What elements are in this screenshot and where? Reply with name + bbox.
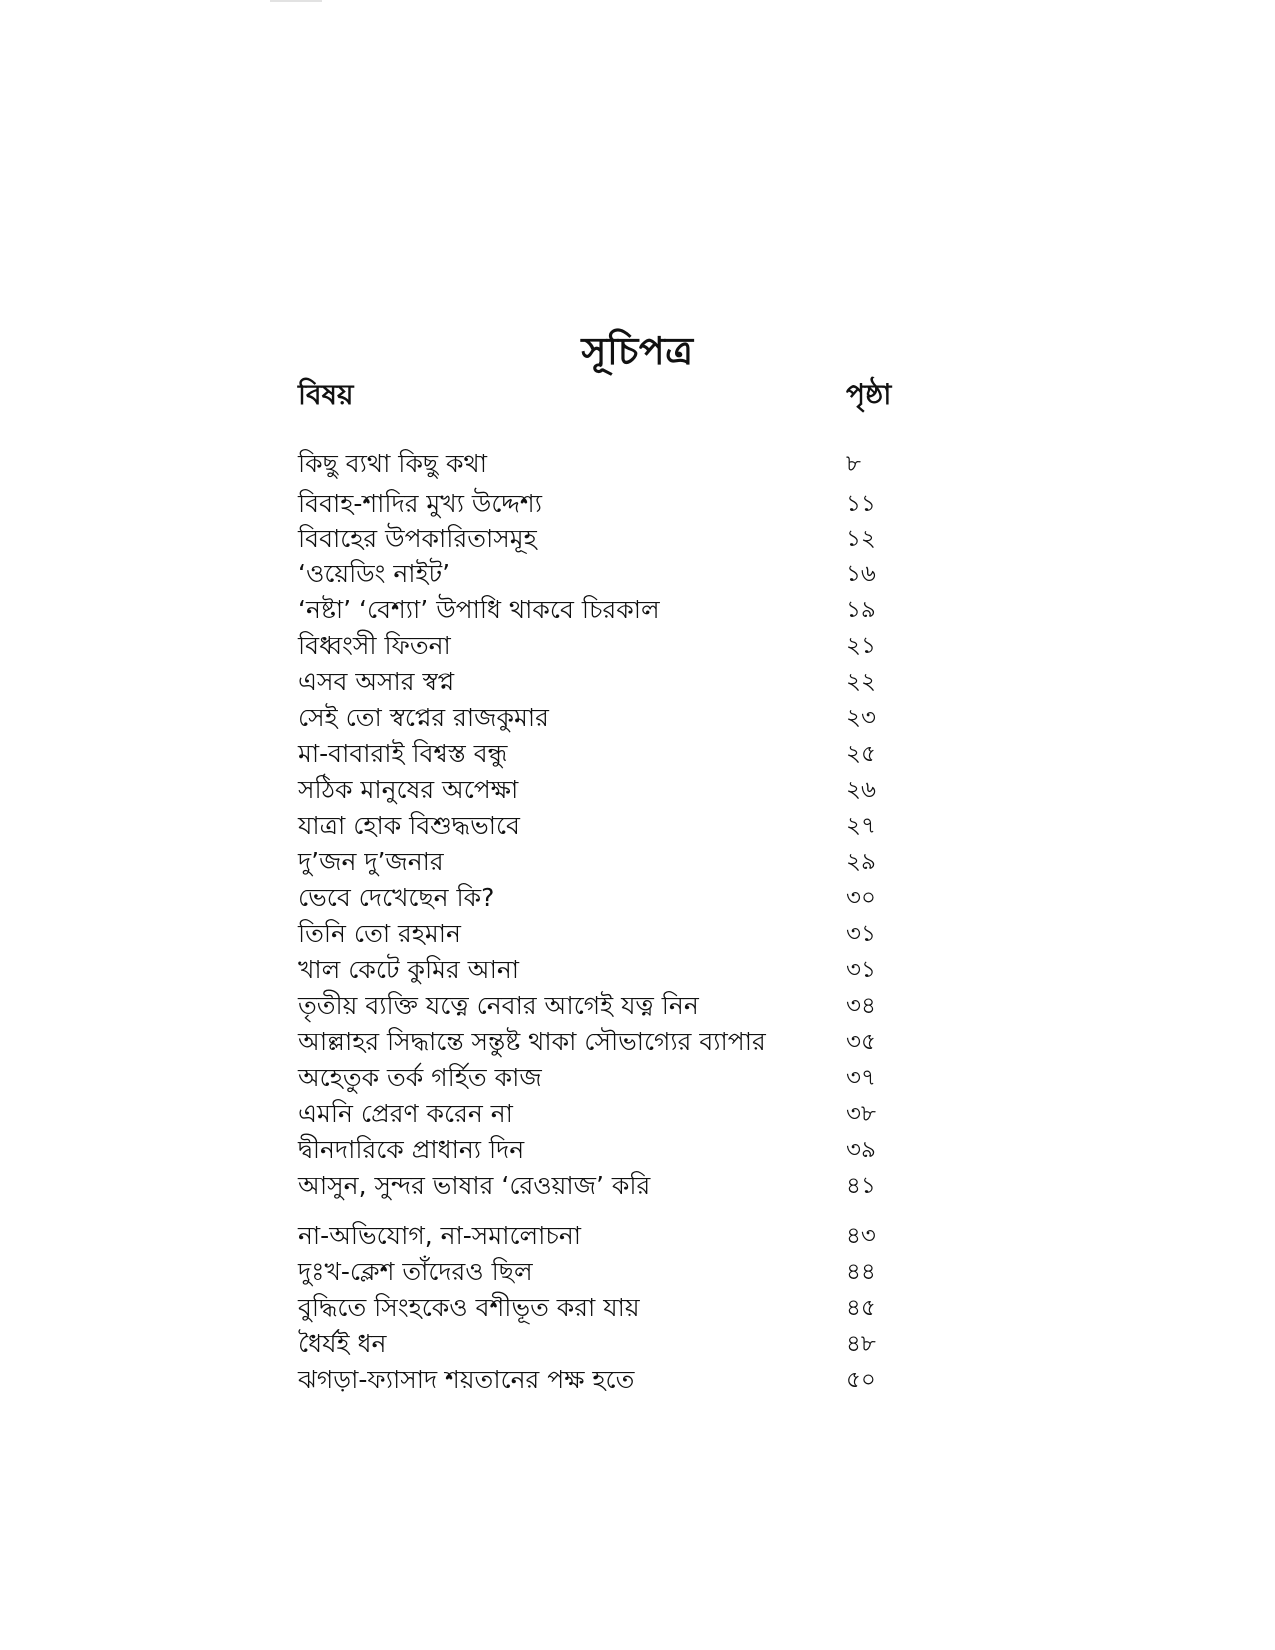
toc-entry-title: খাল কেটে কুমির আনা [298,955,520,984]
toc-entry-title: আল্লাহর সিদ্ধান্তে সন্তুষ্ট থাকা সৌভাগ্যের ব্যাপার [298,1027,766,1056]
toc-entry-title: আসুন, সুন্দর ভাষার ‘রেওয়াজ’ করি [298,1171,651,1200]
toc-entry-page: ২৯ [846,849,876,875]
toc-entry-title: তৃতীয় ব্যক্তি যত্নে নেবার আগেই যত্ন নিন [298,991,699,1020]
toc-entry [298,988,918,1024]
toc-entry [298,880,918,916]
toc-entry [298,1326,918,1362]
toc-entry-page: ১৬ [846,561,876,587]
toc-entry-page: ৪৩ [846,1223,876,1249]
toc-entry-title: ধৈর্যই ধন [298,1329,387,1358]
toc-entry-title: ‘ওয়েডিং নাইট’ [298,559,451,588]
scan-mark [270,0,322,2]
toc-entry-title: ‘নষ্টা’ ‘বেশ্যা’ উপাধি থাকবে চিরকাল [298,595,660,624]
toc-entry-title: দ্বীনদারিকে প্রাধান্য দিন [298,1135,525,1164]
toc-entry [298,1096,918,1132]
toc-entry-page: ৪৫ [846,1295,876,1321]
toc-entry-page: ৩৭ [846,1065,876,1091]
toc-entry-title: বিধ্বংসী ফিতনা [298,631,451,660]
toc-entry [298,628,918,664]
toc-entry [298,952,918,988]
toc-entry [298,1132,918,1168]
toc-entry-title: দুঃখ-ক্লেশ তাঁদেরও ছিল [298,1257,533,1286]
toc-entry [298,521,918,557]
toc-entry-page: ২৩ [846,705,876,731]
toc-entry-title: ভেবে দেখেছেন কি? [298,883,495,912]
toc-entry-title: এমনি প্রেরণ করেন না [298,1099,513,1128]
toc-entry-title: সঠিক মানুষের অপেক্ষা [298,775,519,804]
toc-entry-page: ২১ [846,633,876,659]
toc-entry [298,700,918,736]
toc-entry [298,736,918,772]
toc-entry [298,1254,918,1290]
toc-entry-page: ৫০ [846,1367,876,1393]
toc-entry [298,1362,918,1398]
toc-entry [298,486,918,522]
toc-entry [298,664,918,700]
toc-entry-title: দু’জন দু’জনার [298,847,444,876]
toc-entry-page: ৪৪ [846,1259,876,1285]
toc-entry [298,1060,918,1096]
toc-entry [298,916,918,952]
toc-entry-page: ১১ [846,491,876,517]
toc-entry-title: ঝগড়া-ফ্যাসাদ শয়তানের পক্ষ হতে [298,1365,635,1394]
toc-entry [298,1290,918,1326]
toc-entry [298,772,918,808]
toc-entry-page: ১২ [846,526,876,552]
toc-entry-page: ৮ [846,451,861,477]
toc-entry-page: ৩৪ [846,993,876,1019]
toc-entry-title: কিছু ব্যথা কিছু কথা [298,449,487,478]
toc-entry-page: ২৭ [846,813,876,839]
toc-entry-title: যাত্রা হোক বিশুদ্ধভাবে [298,811,520,840]
toc-entry-page: ৩৯ [846,1137,876,1163]
toc-entry-page: ৩৮ [846,1101,876,1127]
toc-entry-title: এসব অসার স্বপ্ন [298,667,455,696]
toc-entry [298,1024,918,1060]
toc-entry-title: অহেতুক তর্ক গর্হিত কাজ [298,1063,542,1092]
toc-entry [298,808,918,844]
toc-entry [298,446,918,482]
toc-entry-title: বিবাহ-শাদির মুখ্য উদ্দেশ্য [298,489,542,518]
toc-entry-title: বিবাহের উপকারিতাসমূহ [298,524,537,553]
toc-entry [298,844,918,880]
toc-entry-page: ৩১ [846,957,876,983]
toc-entry [298,1168,918,1204]
toc-entry-page: ২৬ [846,777,876,803]
toc-entry-page: ২২ [846,669,876,695]
page-title: সূচিপত্র [581,329,694,373]
toc-entry-page: ৩০ [846,885,876,911]
column-header-subject: বিষয় [298,378,354,411]
toc-entry-title: মা-বাবারাই বিশ্বস্ত বন্ধু [298,739,508,768]
toc-entry [298,556,918,592]
toc-entry-title: সেই তো স্বপ্নের রাজকুমার [298,703,549,732]
toc-entry [298,1218,918,1254]
toc-entry-page: ২৫ [846,741,876,767]
toc-entry [298,592,918,628]
column-header-page: পৃষ্ঠা [846,378,892,411]
toc-entry-page: ৩১ [846,921,876,947]
toc-entry-page: ১৯ [846,597,876,623]
toc-entry-title: বুদ্ধিতে সিংহকেও বশীভূত করা যায় [298,1293,640,1322]
toc-entry-page: ৩৫ [846,1029,876,1055]
toc-entry-page: ৪৮ [846,1331,876,1357]
toc-entry-page: ৪১ [846,1173,876,1199]
toc-entry-title: না-অভিযোগ, না-সমালোচনা [298,1221,582,1250]
toc-entry-title: তিনি তো রহমান [298,919,461,948]
